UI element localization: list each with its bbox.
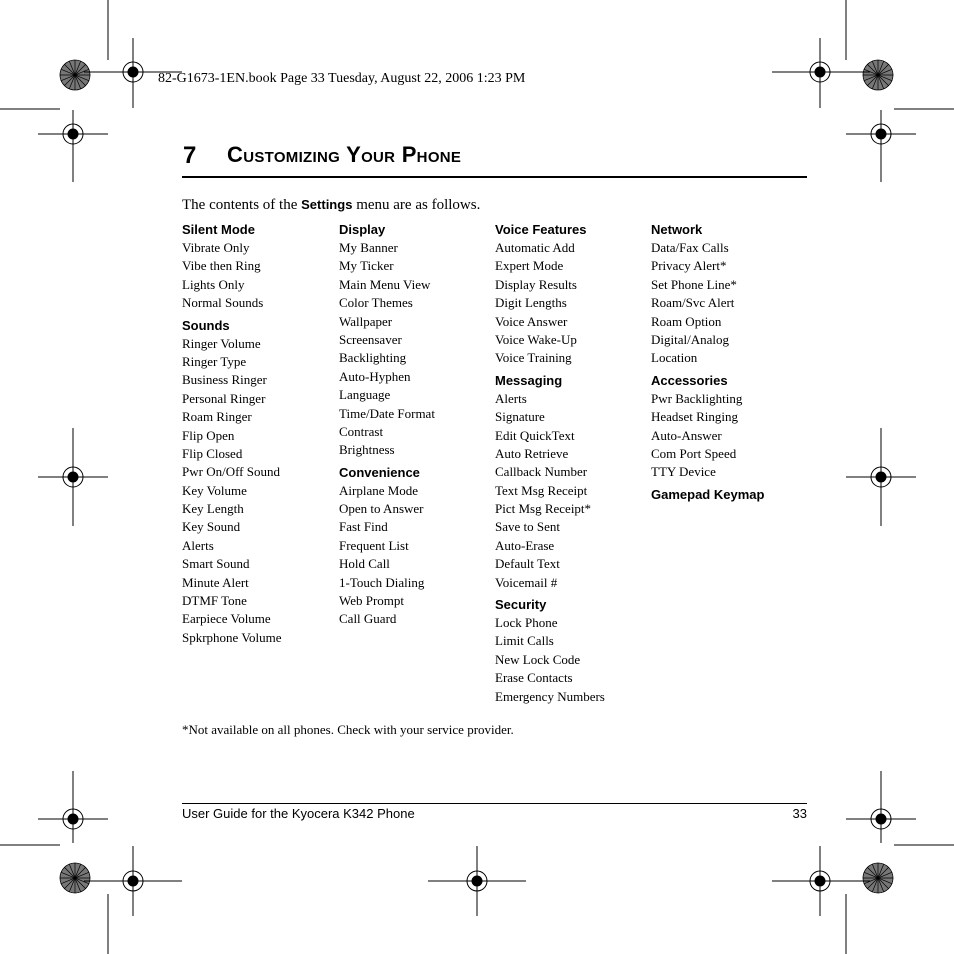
menu-item: Privacy Alert* (651, 258, 727, 274)
menu-item: Digital/Analog (651, 331, 729, 347)
menu-category (495, 221, 645, 368)
menu-item: Personal Ringer (182, 390, 266, 406)
menu-item: Alerts (495, 390, 527, 406)
menu-item: Ringer Volume (182, 335, 261, 351)
menu-item: Roam Option (651, 313, 722, 329)
intro-after: menu are as follows. (352, 197, 481, 213)
menu-item: Brightness (339, 442, 395, 458)
menu-item: Web Prompt (339, 593, 405, 609)
category-heading: Gamepad Keymap (651, 486, 765, 502)
menu-item: Auto-Hyphen (339, 368, 411, 384)
menu-item: Spkrphone Volume (182, 629, 282, 645)
menu-item: DTMF Tone (182, 593, 247, 609)
target-top-left-b (38, 110, 108, 182)
intro-keyword: Settings (301, 197, 353, 212)
menu-item: Auto Retrieve (495, 445, 569, 461)
menu-item: Vibrate Only (182, 240, 250, 255)
menu-item: Lights Only (182, 276, 245, 292)
menu-item: TTY Device (651, 464, 716, 480)
menu-column-4 (651, 221, 801, 504)
menu-item: Screensaver (339, 331, 402, 347)
menu-item: Fast Find (339, 519, 388, 535)
footnote: *Not available on all phones. Check with your service provider. (182, 722, 514, 737)
menu-item: Wallpaper (339, 313, 393, 329)
target-bottom-right-a (772, 846, 870, 916)
menu-category (182, 221, 332, 313)
menu-item: Alerts (182, 537, 214, 553)
menu-column-3 (495, 221, 645, 706)
menu-item: Digit Lengths (495, 295, 567, 311)
menu-item: Limit Calls (495, 633, 554, 649)
menu-column-2 (339, 221, 489, 629)
menu-item: Main Menu View (339, 276, 431, 292)
target-top-right-b (846, 110, 916, 182)
target-bottom-left-a (38, 771, 108, 843)
menu-item: Voice Training (495, 350, 572, 366)
menu-item: Signature (495, 409, 545, 425)
menu-item: Frequent List (339, 537, 409, 553)
menu-item: 1-Touch Dialing (339, 574, 425, 590)
starburst-mark-top-left (60, 60, 90, 90)
page-number: 33 (792, 806, 807, 821)
menu-item: Text Msg Receipt (495, 482, 588, 498)
menu-item: Display Results (495, 276, 577, 292)
menu-item: Callback Number (495, 464, 588, 480)
menu-item: Vibe then Ring (182, 258, 261, 274)
starburst-mark-bottom-left (60, 863, 90, 893)
category-heading: Display (339, 222, 386, 237)
intro-before: The contents of the (182, 197, 302, 213)
menu-item: Headset Ringing (651, 409, 739, 425)
menu-item: Hold Call (339, 556, 390, 572)
category-heading: Voice Features (495, 222, 587, 237)
menu-item: Flip Closed (182, 445, 243, 461)
menu-category (495, 596, 645, 706)
menu-item: Backlighting (339, 350, 407, 366)
menu-item: Location (651, 350, 698, 366)
menu-item: Call Guard (339, 611, 397, 627)
category-heading: Security (495, 597, 547, 613)
menu-item: Default Text (495, 556, 560, 572)
menu-item: Business Ringer (182, 372, 267, 388)
menu-item: Roam Ringer (182, 409, 252, 425)
menu-item: Voicemail # (495, 574, 558, 590)
menu-item: Emergency Numbers (495, 688, 605, 704)
menu-item: Pwr Backlighting (651, 390, 743, 406)
menu-item: Roam/Svc Alert (651, 295, 735, 311)
menu-category (339, 221, 489, 460)
category-heading: Network (651, 222, 703, 237)
menu-item: Voice Answer (495, 313, 568, 329)
menu-category (651, 221, 801, 368)
menu-category (339, 464, 489, 629)
menu-item: New Lock Code (495, 651, 581, 667)
target-bottom-right-b (846, 771, 916, 843)
menu-item: Auto-Erase (495, 537, 555, 553)
menu-item: Time/Date Format (339, 405, 435, 421)
menu-item: Earpiece Volume (182, 611, 271, 627)
menu-item: Expert Mode (495, 258, 564, 274)
menu-item: Airplane Mode (339, 482, 419, 498)
category-heading: Convenience (339, 464, 420, 480)
menu-item: Lock Phone (495, 615, 558, 631)
target-bottom-center (428, 846, 526, 916)
target-top-right-a (772, 38, 870, 108)
menu-item: My Ticker (339, 258, 394, 274)
starburst-mark-bottom-right (863, 863, 893, 893)
print-slug-header: 82-G1673-1EN.book Page 33 Tuesday, August 22, 2006 1:23 PM (158, 71, 526, 86)
menu-item: Color Themes (339, 295, 413, 311)
menu-item: Key Sound (182, 519, 241, 535)
menu-item: Voice Wake-Up (495, 331, 577, 347)
chapter-heading (182, 138, 807, 178)
starburst-mark-top-right (863, 60, 893, 90)
category-heading: Accessories (651, 372, 728, 388)
target-mid-left (38, 428, 108, 526)
menu-item: Edit QuickText (495, 427, 575, 443)
footer-title: User Guide for the Kyocera K342 Phone (182, 806, 415, 821)
menu-category (651, 372, 801, 482)
menu-item: Minute Alert (182, 574, 249, 590)
menu-category (495, 372, 645, 592)
category-heading: Messaging (495, 372, 563, 388)
menu-item: Data/Fax Calls (651, 240, 729, 255)
footer-rule (182, 803, 807, 804)
menu-item: Flip Open (182, 427, 235, 443)
intro-sentence (182, 197, 480, 214)
menu-item: Erase Contacts (495, 670, 573, 686)
menu-item: Smart Sound (182, 556, 250, 572)
menu-item: Key Length (182, 501, 244, 517)
menu-column-1 (182, 221, 332, 647)
target-bottom-left-b (84, 846, 182, 916)
menu-item: Contrast (339, 423, 384, 439)
menu-item: Pwr On/Off Sound (182, 464, 280, 480)
menu-item: Pict Msg Receipt* (495, 501, 592, 517)
target-mid-right (846, 428, 916, 526)
menu-item: Key Volume (182, 482, 247, 498)
menu-item: Automatic Add (495, 240, 575, 255)
menu-item: Auto-Answer (651, 427, 722, 443)
menu-item: My Banner (339, 240, 398, 255)
menu-item: Save to Sent (495, 519, 560, 535)
menu-item: Language (339, 387, 391, 403)
menu-category (182, 317, 332, 648)
chapter-title: Customizing Your Phone (227, 142, 462, 167)
category-heading: Silent Mode (182, 222, 255, 237)
menu-category (651, 486, 801, 504)
menu-item: Open to Answer (339, 501, 424, 517)
menu-item: Ringer Type (182, 353, 247, 369)
menu-item: Com Port Speed (651, 445, 737, 461)
category-heading: Sounds (182, 317, 230, 333)
chapter-number: 7 (183, 142, 197, 169)
menu-item: Normal Sounds (182, 295, 264, 311)
menu-item: Set Phone Line* (651, 276, 737, 292)
